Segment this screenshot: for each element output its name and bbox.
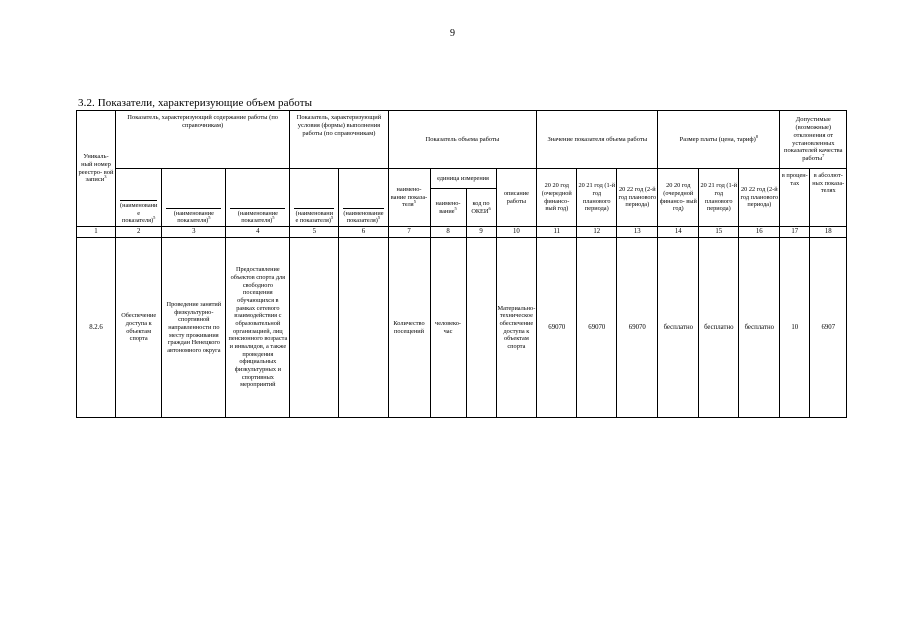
header-indicator-name-3: (наименование показателя)$^5$ [226,169,290,227]
column-number: 4 [226,227,290,238]
cell-volume-name: Количество посещений [388,238,430,418]
cell-fee-plan1: бесплатно [699,238,739,418]
cell-unit-name: человеко-час [430,238,466,418]
column-number: 2 [116,227,162,238]
header-indicator-name-4: (наименовани е показателя)$^5$ [290,169,339,227]
cell-unique-number: 8.2.6 [77,238,116,418]
header-value-indicator: Значение показателя объема работы [537,111,658,169]
header-year-current: 20 20 год (очередной финансо- вый год) [537,169,577,227]
header-unit-name: наимено- вание$^5$ [430,189,466,227]
header-unit: единица измерения [430,169,496,189]
header-indicator-name-2: (наименование показателя)$^5$ [162,169,226,227]
header-content-indicator: Показатель, характеризующий содержание работы (по справочникам) [116,111,290,169]
column-number: 7 [388,227,430,238]
header-deviations: Допустимые (возможные) отклонения от установленных показателей качества работы$^7$ [780,111,847,169]
section-title: 3.2. Показатели, характеризующие объем работы [78,97,313,109]
cell-fee-current: бесплатно [658,238,699,418]
cell-condition-1 [290,238,339,418]
header-absolute: в абсолют- ных показа- телях [810,169,847,227]
column-number: 9 [466,227,496,238]
page-number: 9 [450,28,455,39]
header-fee-plan2: 20 22 год (2-й год планового периода) [739,169,780,227]
table-row [77,238,847,418]
cell-fee-plan2: бесплатно [739,238,780,418]
header-percent: в процен- тах [780,169,810,227]
header-fee-size: Размер платы (цена, тариф)$^8$ [658,111,780,169]
cell-value-current: 69070 [537,238,577,418]
column-number: 12 [577,227,617,238]
column-number: 13 [617,227,658,238]
cell-content-1: Обеспечение доступа к объектам спорта [116,238,162,418]
column-number: 1 [77,227,116,238]
cell-value-plan1: 69070 [577,238,617,418]
column-number: 16 [739,227,780,238]
volume-indicators-table [76,110,847,418]
column-number: 5 [290,227,339,238]
column-number: 11 [537,227,577,238]
cell-content-2: Проведение занятий физкультурно- спортивной направленности по месту проживания граждан Ненецкого автономного округа [162,238,226,418]
header-year-plan1: 20 21 год (1-й год планового периода) [577,169,617,227]
header-work-description: описание работы [496,169,537,227]
header-volume-indicator: Показатель объема работы [388,111,537,169]
column-number: 14 [658,227,699,238]
column-number: 3 [162,227,226,238]
cell-okei-code [466,238,496,418]
header-fee-current: 20 20 год (очередной финансо- вый год) [658,169,699,227]
header-unique-number: Уникаль- ный номер реестро- вой записи$^3$ [77,111,116,227]
header-year-plan2: 20 22 год (2-й год планового периода) [617,169,658,227]
column-number: 6 [339,227,388,238]
header-okei-code: код по ОКЕИ$^6$ [466,189,496,227]
column-number: 15 [699,227,739,238]
cell-value-plan2: 69070 [617,238,658,418]
header-indicator-name-1: (наименовани е показателя)$^5$ [116,169,162,227]
cell-dev-percent: 10 [780,238,810,418]
header-fee-plan1: 20 21 год (1-й год планового периода) [699,169,739,227]
cell-condition-2 [339,238,388,418]
header-naming: наимено- вание показа- теля$^5$ [388,169,430,227]
column-numbers-row [77,227,847,238]
header-indicator-name-5: (наименование показателя)$^5$ [339,169,388,227]
cell-content-3: Предоставление объектов спорта для свободного посещения обучающихся в рамках сетевого взаимодействия с образовательной организацией, лиц пенсионного возраста и инвалидов, а также проведения официальных физкультурных и спортивных мероприятий [226,238,290,418]
column-number: 10 [496,227,537,238]
column-number: 17 [780,227,810,238]
cell-dev-absolute: 6907 [810,238,847,418]
column-number: 18 [810,227,847,238]
column-number: 8 [430,227,466,238]
cell-work-description: Материально- техническое обеспечение доступа к объектам спорта [496,238,537,418]
header-conditions-indicator: Показатель, характеризующий условия (формы) выполнения работы (по справочникам) [290,111,388,169]
